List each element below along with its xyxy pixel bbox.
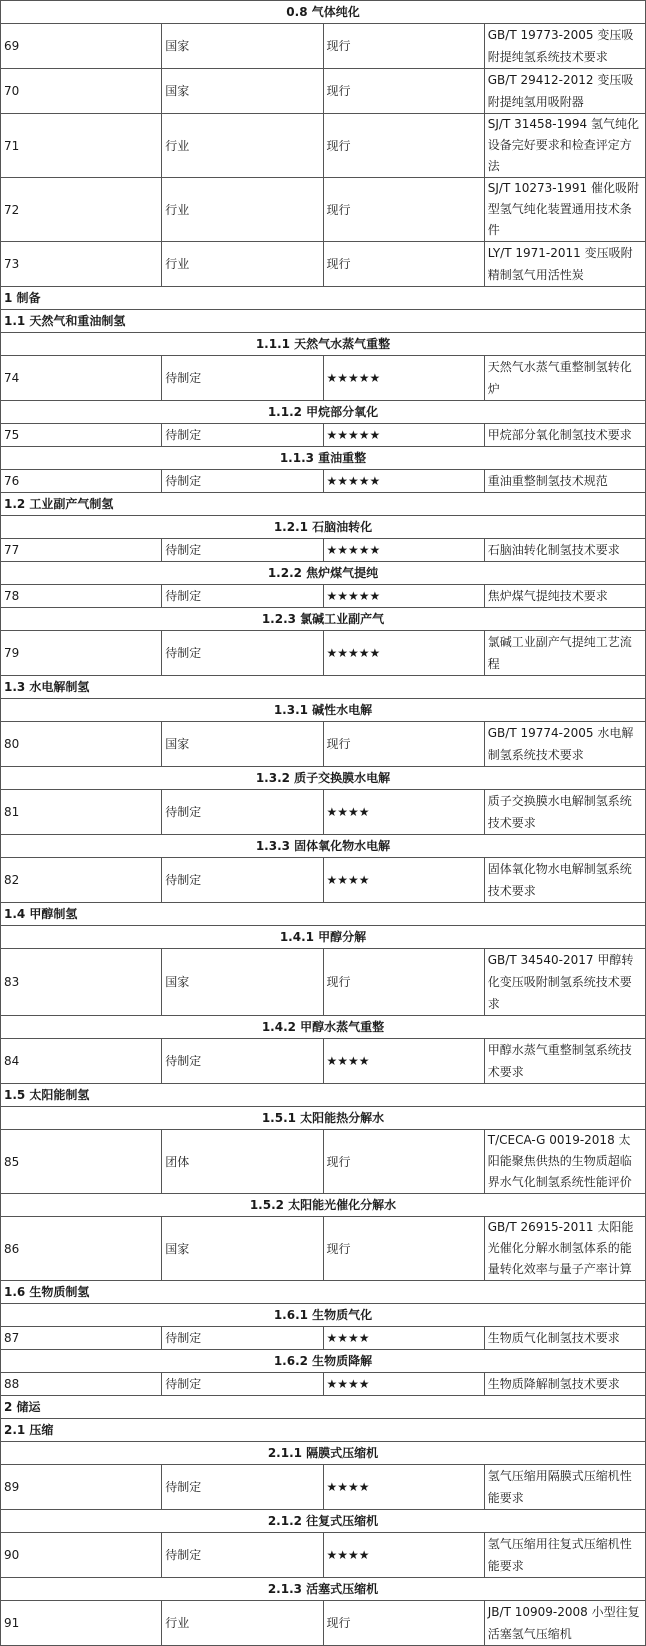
row-type-cell: 待制定 (162, 1327, 323, 1350)
row-type-cell: 待制定 (162, 858, 323, 903)
subsection-heading-row (1, 516, 646, 539)
table-row (1, 1217, 646, 1281)
section-heading: 1.2 工业副产气制氢 (1, 493, 646, 516)
section-heading-row (1, 1084, 646, 1107)
row-type-cell: 待制定 (162, 1465, 323, 1510)
row-title-cell: 天然气水蒸气重整制氢转化炉 (484, 356, 645, 401)
section-heading: 1.3 水电解制氢 (1, 676, 646, 699)
row-status-cell: 现行 (323, 1601, 484, 1646)
subsection-heading-row (1, 926, 646, 949)
table-row (1, 949, 646, 1016)
row-status-cell: ★★★★★ (323, 424, 484, 447)
subsection-heading: 1.5.1 太阳能热分解水 (1, 1107, 646, 1130)
row-status-cell: ★★★★ (323, 790, 484, 835)
section-heading-row (1, 1419, 646, 1442)
row-status-cell: ★★★★ (323, 1465, 484, 1510)
row-number-cell: 78 (1, 585, 162, 608)
row-title-cell: GB/T 19773-2005 变压吸附提纯氢系统技术要求 (484, 24, 645, 69)
table-row (1, 424, 646, 447)
row-title-cell: 氢气压缩用往复式压缩机性能要求 (484, 1533, 645, 1578)
section-heading: 2.1 压缩 (1, 1419, 646, 1442)
table-row (1, 114, 646, 178)
row-status-cell: ★★★★ (323, 1327, 484, 1350)
row-title-cell: 质子交换膜水电解制氢系统技术要求 (484, 790, 645, 835)
row-type-cell: 待制定 (162, 585, 323, 608)
row-type-cell: 待制定 (162, 424, 323, 447)
subsection-heading: 1.6.1 生物质气化 (1, 1304, 646, 1327)
row-number-cell: 91 (1, 1601, 162, 1646)
row-title-cell: 氯碱工业副产气提纯工艺流程 (484, 631, 645, 676)
row-type-cell: 国家 (162, 949, 323, 1016)
subsection-heading-row (1, 562, 646, 585)
subsection-heading: 1.3.2 质子交换膜水电解 (1, 767, 646, 790)
row-status-cell: ★★★★ (323, 1533, 484, 1578)
row-type-cell: 待制定 (162, 631, 323, 676)
table-row (1, 858, 646, 903)
row-status-cell: ★★★★★ (323, 631, 484, 676)
subsection-heading: 1.1.3 重油重整 (1, 447, 646, 470)
row-status-cell: 现行 (323, 949, 484, 1016)
row-type-cell: 行业 (162, 242, 323, 287)
row-type-cell: 待制定 (162, 356, 323, 401)
row-title-cell: JB/T 10909-2008 小型往复活塞氢气压缩机 (484, 1601, 645, 1646)
subsection-heading: 1.5.2 太阳能光催化分解水 (1, 1194, 646, 1217)
row-status-cell: 现行 (323, 1130, 484, 1194)
row-type-cell: 待制定 (162, 790, 323, 835)
row-status-cell: 现行 (323, 1217, 484, 1281)
subsection-heading-row (1, 835, 646, 858)
subsection-heading-row (1, 1304, 646, 1327)
subsection-heading-row (1, 767, 646, 790)
section-heading-row (1, 310, 646, 333)
table-row (1, 178, 646, 242)
row-title-cell: 氢气压缩用隔膜式压缩机性能要求 (484, 1465, 645, 1510)
table-row (1, 631, 646, 676)
subsection-heading-row (1, 608, 646, 631)
table-row (1, 1373, 646, 1396)
row-title-cell: 重油重整制氢技术规范 (484, 470, 645, 493)
subsection-heading: 2.1.2 往复式压缩机 (1, 1510, 646, 1533)
row-type-cell: 待制定 (162, 1533, 323, 1578)
row-number-cell: 90 (1, 1533, 162, 1578)
row-title-cell: LY/T 1971-2011 变压吸附精制氢气用活性炭 (484, 242, 645, 287)
row-title-cell: SJ/T 31458-1994 氢气纯化设备完好要求和检查评定方法 (484, 114, 645, 178)
table-row (1, 1327, 646, 1350)
row-status-cell: 现行 (323, 24, 484, 69)
row-status-cell: ★★★★★ (323, 470, 484, 493)
row-status-cell: 现行 (323, 242, 484, 287)
subsection-heading: 1.2.3 氯碱工业副产气 (1, 608, 646, 631)
subsection-heading: 1.4.2 甲醇水蒸气重整 (1, 1016, 646, 1039)
row-status-cell: ★★★★★ (323, 585, 484, 608)
subsection-heading: 1.4.1 甲醇分解 (1, 926, 646, 949)
row-status-cell: ★★★★★ (323, 539, 484, 562)
row-title-cell: 石脑油转化制氢技术要求 (484, 539, 645, 562)
row-type-cell: 待制定 (162, 1373, 323, 1396)
row-title-cell: 焦炉煤气提纯技术要求 (484, 585, 645, 608)
table-row (1, 1533, 646, 1578)
row-number-cell: 84 (1, 1039, 162, 1084)
row-number-cell: 86 (1, 1217, 162, 1281)
row-type-cell: 国家 (162, 1217, 323, 1281)
row-number-cell: 72 (1, 178, 162, 242)
subsection-heading-row (1, 699, 646, 722)
section-heading-row (1, 287, 646, 310)
section-heading: 2 储运 (1, 1396, 646, 1419)
row-type-cell: 待制定 (162, 470, 323, 493)
section-heading: 1 制备 (1, 287, 646, 310)
row-number-cell: 77 (1, 539, 162, 562)
table-row (1, 1465, 646, 1510)
row-title-cell: GB/T 29412-2012 变压吸附提纯氢用吸附器 (484, 69, 645, 114)
row-title-cell: 甲烷部分氧化制氢技术要求 (484, 424, 645, 447)
table-row (1, 1601, 646, 1646)
row-number-cell: 88 (1, 1373, 162, 1396)
subsection-heading: 1.6.2 生物质降解 (1, 1350, 646, 1373)
section-heading: 0.8 气体纯化 (1, 1, 646, 24)
section-heading: 1.6 生物质制氢 (1, 1281, 646, 1304)
table-row (1, 722, 646, 767)
subsection-heading: 1.2.2 焦炉煤气提纯 (1, 562, 646, 585)
row-status-cell: ★★★★ (323, 858, 484, 903)
row-title-cell: GB/T 34540-2017 甲醇转化变压吸附制氢系统技术要求 (484, 949, 645, 1016)
subsection-heading-row (1, 1510, 646, 1533)
section-heading: 1.4 甲醇制氢 (1, 903, 646, 926)
subsection-heading-row (1, 401, 646, 424)
table-row (1, 539, 646, 562)
table-row (1, 1039, 646, 1084)
row-status-cell: 现行 (323, 722, 484, 767)
subsection-heading-row (1, 1578, 646, 1601)
subsection-heading-row (1, 1194, 646, 1217)
row-status-cell: 现行 (323, 69, 484, 114)
row-number-cell: 70 (1, 69, 162, 114)
row-title-cell: T/CECA-G 0019-2018 太阳能聚焦供热的生物质超临界水气化制氢系统性能评价 (484, 1130, 645, 1194)
subsection-heading-row (1, 1016, 646, 1039)
row-number-cell: 69 (1, 24, 162, 69)
table-row (1, 1130, 646, 1194)
section-heading-row (1, 1396, 646, 1419)
row-number-cell: 87 (1, 1327, 162, 1350)
row-number-cell: 85 (1, 1130, 162, 1194)
row-type-cell: 待制定 (162, 1039, 323, 1084)
row-title-cell: 甲醇水蒸气重整制氢系统技术要求 (484, 1039, 645, 1084)
table-row (1, 24, 646, 69)
subsection-heading: 2.1.3 活塞式压缩机 (1, 1578, 646, 1601)
subsection-heading-row (1, 1107, 646, 1130)
subsection-heading-row (1, 1350, 646, 1373)
section-heading: 1.1 天然气和重油制氢 (1, 310, 646, 333)
section-heading-row (1, 493, 646, 516)
subsection-heading-row (1, 333, 646, 356)
standards-table-body (1, 1, 646, 1646)
table-row (1, 356, 646, 401)
subsection-heading: 1.3.3 固体氧化物水电解 (1, 835, 646, 858)
row-type-cell: 待制定 (162, 539, 323, 562)
subsection-heading: 1.1.1 天然气水蒸气重整 (1, 333, 646, 356)
row-status-cell: ★★★★ (323, 1039, 484, 1084)
row-number-cell: 75 (1, 424, 162, 447)
row-number-cell: 76 (1, 470, 162, 493)
row-status-cell: ★★★★ (323, 1373, 484, 1396)
row-type-cell: 国家 (162, 69, 323, 114)
table-row (1, 69, 646, 114)
row-number-cell: 82 (1, 858, 162, 903)
table-row (1, 470, 646, 493)
table-row (1, 242, 646, 287)
row-title-cell: 生物质降解制氢技术要求 (484, 1373, 645, 1396)
section-heading-row (1, 1281, 646, 1304)
row-number-cell: 81 (1, 790, 162, 835)
row-type-cell: 行业 (162, 178, 323, 242)
row-type-cell: 行业 (162, 114, 323, 178)
subsection-heading: 1.1.2 甲烷部分氧化 (1, 401, 646, 424)
table-row (1, 585, 646, 608)
row-title-cell: GB/T 26915-2011 太阳能光催化分解水制氢体系的能量转化效率与量子产率计算 (484, 1217, 645, 1281)
subsection-heading-row (1, 447, 646, 470)
table-row (1, 790, 646, 835)
row-type-cell: 团体 (162, 1130, 323, 1194)
row-type-cell: 国家 (162, 24, 323, 69)
section-heading: 1.5 太阳能制氢 (1, 1084, 646, 1107)
section-heading-row (1, 676, 646, 699)
row-number-cell: 74 (1, 356, 162, 401)
row-status-cell: 现行 (323, 114, 484, 178)
row-status-cell: 现行 (323, 178, 484, 242)
row-title-cell: GB/T 19774-2005 水电解制氢系统技术要求 (484, 722, 645, 767)
subsection-heading: 2.1.1 隔膜式压缩机 (1, 1442, 646, 1465)
row-number-cell: 73 (1, 242, 162, 287)
row-number-cell: 79 (1, 631, 162, 676)
row-title-cell: 生物质气化制氢技术要求 (484, 1327, 645, 1350)
row-title-cell: 固体氧化物水电解制氢系统技术要求 (484, 858, 645, 903)
row-status-cell: ★★★★★ (323, 356, 484, 401)
section-heading-row (1, 1, 646, 24)
row-number-cell: 80 (1, 722, 162, 767)
row-title-cell: SJ/T 10273-1991 催化吸附型氢气纯化装置通用技术条件 (484, 178, 645, 242)
row-type-cell: 行业 (162, 1601, 323, 1646)
row-number-cell: 89 (1, 1465, 162, 1510)
subsection-heading: 1.2.1 石脑油转化 (1, 516, 646, 539)
subsection-heading-row (1, 1442, 646, 1465)
section-heading-row (1, 903, 646, 926)
row-number-cell: 71 (1, 114, 162, 178)
row-type-cell: 国家 (162, 722, 323, 767)
row-number-cell: 83 (1, 949, 162, 1016)
subsection-heading: 1.3.1 碱性水电解 (1, 699, 646, 722)
